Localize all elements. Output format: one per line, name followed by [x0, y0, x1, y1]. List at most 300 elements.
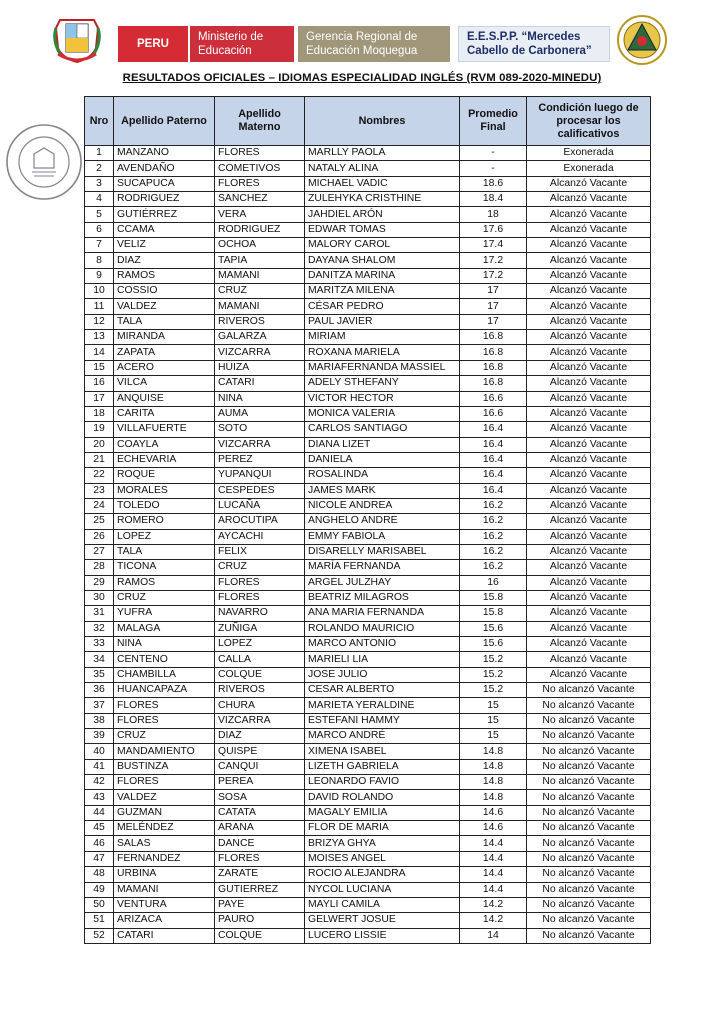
condicion-cell: Alcanzó Vacante: [527, 468, 651, 483]
row-number: 44: [85, 805, 114, 820]
apellido-materno-cell: RIVEROS: [215, 314, 305, 329]
apellido-materno-cell: GALARZA: [215, 330, 305, 345]
row-number: 30: [85, 590, 114, 605]
row-number: 37: [85, 698, 114, 713]
row-number: 49: [85, 882, 114, 897]
apellido-materno-cell: FLORES: [215, 146, 305, 161]
table-row: [85, 606, 651, 621]
promedio-final-cell: 16.4: [460, 468, 527, 483]
table-row: [85, 422, 651, 437]
peru-label: PERU: [118, 26, 188, 62]
nombres-cell: MALORY CAROL: [305, 238, 460, 253]
table-row: [85, 805, 651, 820]
apellido-materno-cell: PAURO: [215, 913, 305, 928]
condicion-cell: No alcanzó Vacante: [527, 729, 651, 744]
apellido-paterno-cell: MANDAMIENTO: [114, 744, 215, 759]
promedio-final-cell: 15: [460, 729, 527, 744]
condicion-cell: Alcanzó Vacante: [527, 452, 651, 467]
table-row: [85, 729, 651, 744]
apellido-materno-cell: FLORES: [215, 851, 305, 866]
apellido-paterno-cell: ROQUE: [114, 468, 215, 483]
table-row: [85, 483, 651, 498]
peru-coat-of-arms-icon: [52, 14, 102, 66]
ministry-label: Ministerio de Educación: [190, 26, 294, 62]
nombres-cell: ROLANDO MAURICIO: [305, 621, 460, 636]
nombres-cell: NICOLE ANDREA: [305, 498, 460, 513]
condicion-cell: No alcanzó Vacante: [527, 867, 651, 882]
condicion-cell: Alcanzó Vacante: [527, 514, 651, 529]
condicion-cell: No alcanzó Vacante: [527, 698, 651, 713]
nombres-cell: MARÍA FERNANDA: [305, 560, 460, 575]
apellido-paterno-cell: GUZMAN: [114, 805, 215, 820]
table-row: [85, 514, 651, 529]
nombres-cell: ESTEFANI HAMMY: [305, 713, 460, 728]
table-row: [85, 713, 651, 728]
promedio-final-cell: 17: [460, 284, 527, 299]
row-number: 42: [85, 775, 114, 790]
table-row: [85, 268, 651, 283]
apellido-paterno-cell: CATARI: [114, 928, 215, 943]
row-number: 12: [85, 314, 114, 329]
apellido-materno-cell: QUISPE: [215, 744, 305, 759]
promedio-final-cell: 16.4: [460, 437, 527, 452]
table-header-row: [85, 97, 651, 146]
nombres-cell: ANGHELO ANDRE: [305, 514, 460, 529]
condicion-cell: No alcanzó Vacante: [527, 821, 651, 836]
column-header-nombres: Nombres: [305, 97, 460, 146]
condicion-cell: No alcanzó Vacante: [527, 928, 651, 943]
nombres-cell: MARIAFERNANDA MASSIEL: [305, 360, 460, 375]
row-number: 10: [85, 284, 114, 299]
table-row: [85, 391, 651, 406]
condicion-cell: Alcanzó Vacante: [527, 637, 651, 652]
table-row: [85, 637, 651, 652]
row-number: 45: [85, 821, 114, 836]
condicion-cell: Alcanzó Vacante: [527, 606, 651, 621]
row-number: 36: [85, 683, 114, 698]
apellido-paterno-cell: MANZANO: [114, 146, 215, 161]
apellido-paterno-cell: VILLAFUERTE: [114, 422, 215, 437]
row-number: 41: [85, 759, 114, 774]
table-row: [85, 146, 651, 161]
nombres-cell: VICTOR HECTOR: [305, 391, 460, 406]
promedio-final-cell: 14: [460, 928, 527, 943]
table-row: [85, 284, 651, 299]
condicion-cell: No alcanzó Vacante: [527, 683, 651, 698]
apellido-paterno-cell: DIAZ: [114, 253, 215, 268]
condicion-cell: Alcanzó Vacante: [527, 238, 651, 253]
promedio-final-cell: 14.8: [460, 744, 527, 759]
school-name-label: E.E.S.P.P. “Mercedes Cabello de Carbonera”: [458, 26, 610, 62]
apellido-paterno-cell: COSSIO: [114, 284, 215, 299]
nombres-cell: DANITZA MARINA: [305, 268, 460, 283]
apellido-paterno-cell: CRUZ: [114, 590, 215, 605]
apellido-paterno-cell: SUCAPUCA: [114, 176, 215, 191]
apellido-paterno-cell: TALA: [114, 544, 215, 559]
table-row: [85, 192, 651, 207]
row-number: 32: [85, 621, 114, 636]
apellido-materno-cell: CESPEDES: [215, 483, 305, 498]
row-number: 6: [85, 222, 114, 237]
table-row: [85, 821, 651, 836]
table-row: [85, 590, 651, 605]
table-row: [85, 314, 651, 329]
apellido-materno-cell: FLORES: [215, 590, 305, 605]
promedio-final-cell: 14.4: [460, 867, 527, 882]
row-number: 3: [85, 176, 114, 191]
apellido-materno-cell: LUCAÑA: [215, 498, 305, 513]
table-row: [85, 621, 651, 636]
apellido-paterno-cell: TICONA: [114, 560, 215, 575]
row-number: 28: [85, 560, 114, 575]
promedio-final-cell: 16.4: [460, 483, 527, 498]
document-header: [0, 0, 724, 72]
row-number: 23: [85, 483, 114, 498]
table-row: [85, 222, 651, 237]
apellido-materno-cell: GUTIERREZ: [215, 882, 305, 897]
condicion-cell: Alcanzó Vacante: [527, 330, 651, 345]
nombres-cell: MARCO ANTONIO: [305, 637, 460, 652]
promedio-final-cell: 15.2: [460, 667, 527, 682]
condicion-cell: Exonerada: [527, 161, 651, 176]
table-row: [85, 299, 651, 314]
nombres-cell: DIANA LIZET: [305, 437, 460, 452]
apellido-materno-cell: DANCE: [215, 836, 305, 851]
apellido-materno-cell: CHURA: [215, 698, 305, 713]
column-header-condicion: Condición luego de procesar los calificativos: [527, 97, 651, 146]
condicion-cell: Alcanzó Vacante: [527, 498, 651, 513]
row-number: 11: [85, 299, 114, 314]
apellido-materno-cell: RIVEROS: [215, 683, 305, 698]
apellido-materno-cell: AROCUTIPA: [215, 514, 305, 529]
apellido-materno-cell: VIZCARRA: [215, 345, 305, 360]
promedio-final-cell: 15.2: [460, 652, 527, 667]
apellido-paterno-cell: ACERO: [114, 360, 215, 375]
apellido-materno-cell: CALLA: [215, 652, 305, 667]
condicion-cell: No alcanzó Vacante: [527, 882, 651, 897]
apellido-paterno-cell: HUANCAPAZA: [114, 683, 215, 698]
condicion-cell: Alcanzó Vacante: [527, 529, 651, 544]
column-header-nro: Nro: [85, 97, 114, 146]
condicion-cell: Alcanzó Vacante: [527, 560, 651, 575]
row-number: 47: [85, 851, 114, 866]
apellido-materno-cell: COMETIVOS: [215, 161, 305, 176]
row-number: 50: [85, 897, 114, 912]
promedio-final-cell: 14.8: [460, 759, 527, 774]
column-header-apellido-paterno: Apellido Paterno: [114, 97, 215, 146]
row-number: 39: [85, 729, 114, 744]
row-number: 26: [85, 529, 114, 544]
apellido-materno-cell: VIZCARRA: [215, 437, 305, 452]
condicion-cell: Alcanzó Vacante: [527, 422, 651, 437]
promedio-final-cell: 16.4: [460, 422, 527, 437]
apellido-paterno-cell: FERNANDEZ: [114, 851, 215, 866]
promedio-final-cell: 18: [460, 207, 527, 222]
condicion-cell: Alcanzó Vacante: [527, 268, 651, 283]
nombres-cell: JAHDIEL ARÓN: [305, 207, 460, 222]
table-row: [85, 207, 651, 222]
promedio-final-cell: 15: [460, 698, 527, 713]
promedio-final-cell: 16.8: [460, 345, 527, 360]
apellido-paterno-cell: RODRIGUEZ: [114, 192, 215, 207]
nombres-cell: ROCIO ALEJANDRA: [305, 867, 460, 882]
nombres-cell: MONICA VALERIA: [305, 406, 460, 421]
promedio-final-cell: 15.6: [460, 621, 527, 636]
nombres-cell: MARCO ANDRÉ: [305, 729, 460, 744]
table-row: [85, 836, 651, 851]
row-number: 9: [85, 268, 114, 283]
condicion-cell: Alcanzó Vacante: [527, 544, 651, 559]
apellido-materno-cell: FELIX: [215, 544, 305, 559]
row-number: 17: [85, 391, 114, 406]
apellido-paterno-cell: VELIZ: [114, 238, 215, 253]
row-number: 14: [85, 345, 114, 360]
nombres-cell: MICHAEL VADIC: [305, 176, 460, 191]
row-number: 46: [85, 836, 114, 851]
apellido-paterno-cell: CHAMBILLA: [114, 667, 215, 682]
apellido-materno-cell: PEREA: [215, 775, 305, 790]
nombres-cell: NATALY ALINA: [305, 161, 460, 176]
nombres-cell: DAVID ROLANDO: [305, 790, 460, 805]
promedio-final-cell: 18.4: [460, 192, 527, 207]
condicion-cell: Alcanzó Vacante: [527, 345, 651, 360]
apellido-materno-cell: AUMA: [215, 406, 305, 421]
apellido-paterno-cell: FLORES: [114, 698, 215, 713]
apellido-paterno-cell: ROMERO: [114, 514, 215, 529]
nombres-cell: EMMY FABIOLA: [305, 529, 460, 544]
apellido-materno-cell: NINA: [215, 391, 305, 406]
row-number: 4: [85, 192, 114, 207]
condicion-cell: No alcanzó Vacante: [527, 744, 651, 759]
row-number: 38: [85, 713, 114, 728]
nombres-cell: ROSALINDA: [305, 468, 460, 483]
apellido-materno-cell: TAPIA: [215, 253, 305, 268]
nombres-cell: XIMENA ISABEL: [305, 744, 460, 759]
table-row: [85, 468, 651, 483]
row-number: 25: [85, 514, 114, 529]
promedio-final-cell: 16.6: [460, 391, 527, 406]
promedio-final-cell: 17.2: [460, 268, 527, 283]
table-row: [85, 667, 651, 682]
apellido-materno-cell: CATARI: [215, 376, 305, 391]
table-row: [85, 529, 651, 544]
condicion-cell: Alcanzó Vacante: [527, 406, 651, 421]
nombres-cell: PAUL JAVIER: [305, 314, 460, 329]
promedio-final-cell: 17.2: [460, 253, 527, 268]
table-row: [85, 161, 651, 176]
row-number: 22: [85, 468, 114, 483]
apellido-paterno-cell: CRUZ: [114, 729, 215, 744]
table-row: [85, 913, 651, 928]
nombres-cell: NYCOL LUCIANA: [305, 882, 460, 897]
row-number: 43: [85, 790, 114, 805]
apellido-paterno-cell: VENTURA: [114, 897, 215, 912]
table-row: [85, 575, 651, 590]
condicion-cell: No alcanzó Vacante: [527, 913, 651, 928]
table-row: [85, 452, 651, 467]
condicion-cell: Alcanzó Vacante: [527, 376, 651, 391]
nombres-cell: MARIELI LIA: [305, 652, 460, 667]
apellido-materno-cell: SOTO: [215, 422, 305, 437]
condicion-cell: Alcanzó Vacante: [527, 299, 651, 314]
table-row: [85, 683, 651, 698]
table-row: [85, 406, 651, 421]
nombres-cell: CARLOS SANTIAGO: [305, 422, 460, 437]
nombres-cell: ARGEL JULZHAY: [305, 575, 460, 590]
table-row: [85, 882, 651, 897]
condicion-cell: No alcanzó Vacante: [527, 805, 651, 820]
promedio-final-cell: 15.8: [460, 606, 527, 621]
promedio-final-cell: 17.6: [460, 222, 527, 237]
row-number: 8: [85, 253, 114, 268]
table-row: [85, 376, 651, 391]
apellido-paterno-cell: MALAGA: [114, 621, 215, 636]
promedio-final-cell: -: [460, 161, 527, 176]
condicion-cell: Alcanzó Vacante: [527, 192, 651, 207]
condicion-cell: Alcanzó Vacante: [527, 391, 651, 406]
promedio-final-cell: 14.8: [460, 790, 527, 805]
condicion-cell: Alcanzó Vacante: [527, 207, 651, 222]
apellido-paterno-cell: CARITA: [114, 406, 215, 421]
nombres-cell: CESAR ALBERTO: [305, 683, 460, 698]
condicion-cell: Alcanzó Vacante: [527, 621, 651, 636]
promedio-final-cell: 16.8: [460, 330, 527, 345]
apellido-materno-cell: LOPEZ: [215, 637, 305, 652]
apellido-paterno-cell: ARIZACA: [114, 913, 215, 928]
promedio-final-cell: 15.2: [460, 683, 527, 698]
row-number: 33: [85, 637, 114, 652]
row-number: 52: [85, 928, 114, 943]
apellido-materno-cell: FLORES: [215, 575, 305, 590]
apellido-paterno-cell: SALAS: [114, 836, 215, 851]
nombres-cell: DANIELA: [305, 452, 460, 467]
promedio-final-cell: 18.6: [460, 176, 527, 191]
apellido-paterno-cell: ECHEVARIA: [114, 452, 215, 467]
apellido-materno-cell: PAYE: [215, 897, 305, 912]
apellido-materno-cell: ZARATE: [215, 867, 305, 882]
row-number: 13: [85, 330, 114, 345]
promedio-final-cell: 15: [460, 713, 527, 728]
table-row: [85, 330, 651, 345]
nombres-cell: LIZETH GABRIELA: [305, 759, 460, 774]
apellido-paterno-cell: URBINA: [114, 867, 215, 882]
apellido-materno-cell: ZUÑIGA: [215, 621, 305, 636]
column-header-promedio-final: Promedio Final: [460, 97, 527, 146]
apellido-paterno-cell: TALA: [114, 314, 215, 329]
apellido-paterno-cell: ZAPATA: [114, 345, 215, 360]
nombres-cell: ROXANA MARIELA: [305, 345, 460, 360]
row-number: 24: [85, 498, 114, 513]
nombres-cell: DISARELLY MARISABEL: [305, 544, 460, 559]
apellido-paterno-cell: RAMOS: [114, 268, 215, 283]
table-row: [85, 176, 651, 191]
apellido-paterno-cell: VILCA: [114, 376, 215, 391]
promedio-final-cell: 16.6: [460, 406, 527, 421]
condicion-cell: Alcanzó Vacante: [527, 575, 651, 590]
condicion-cell: No alcanzó Vacante: [527, 851, 651, 866]
apellido-materno-cell: COLQUE: [215, 928, 305, 943]
promedio-final-cell: 16.2: [460, 529, 527, 544]
promedio-final-cell: 14.6: [460, 821, 527, 836]
row-number: 1: [85, 146, 114, 161]
promedio-final-cell: 16.2: [460, 514, 527, 529]
apellido-paterno-cell: CCAMA: [114, 222, 215, 237]
promedio-final-cell: 14.2: [460, 913, 527, 928]
apellido-materno-cell: OCHOA: [215, 238, 305, 253]
school-seal-stamp: [4, 122, 84, 202]
apellido-materno-cell: COLQUE: [215, 667, 305, 682]
apellido-materno-cell: CATATA: [215, 805, 305, 820]
apellido-paterno-cell: FLORES: [114, 713, 215, 728]
nombres-cell: MIRIAM: [305, 330, 460, 345]
condicion-cell: Alcanzó Vacante: [527, 284, 651, 299]
apellido-paterno-cell: YUFRA: [114, 606, 215, 621]
nombres-cell: MOISES ANGEL: [305, 851, 460, 866]
document-title: RESULTADOS OFICIALES – IDIOMAS ESPECIALIDAD INGLÉS (RVM 089-2020-MINEDU): [122, 72, 602, 84]
nombres-cell: MAYLI CAMILA: [305, 897, 460, 912]
condicion-cell: Alcanzó Vacante: [527, 176, 651, 191]
promedio-final-cell: 16.8: [460, 376, 527, 391]
row-number: 18: [85, 406, 114, 421]
row-number: 27: [85, 544, 114, 559]
condicion-cell: Alcanzó Vacante: [527, 253, 651, 268]
apellido-paterno-cell: RAMOS: [114, 575, 215, 590]
apellido-paterno-cell: VALDEZ: [114, 790, 215, 805]
promedio-final-cell: 15.8: [460, 590, 527, 605]
apellido-materno-cell: HUIZA: [215, 360, 305, 375]
nombres-cell: GELWERT JOSUE: [305, 913, 460, 928]
table-row: [85, 897, 651, 912]
row-number: 35: [85, 667, 114, 682]
apellido-paterno-cell: LOPEZ: [114, 529, 215, 544]
apellido-materno-cell: VIZCARRA: [215, 713, 305, 728]
row-number: 34: [85, 652, 114, 667]
promedio-final-cell: 14.4: [460, 882, 527, 897]
table-row: [85, 544, 651, 559]
promedio-final-cell: 16.2: [460, 498, 527, 513]
table-row: [85, 851, 651, 866]
apellido-paterno-cell: AVENDAÑO: [114, 161, 215, 176]
results-table: [84, 96, 651, 944]
apellido-paterno-cell: MIRANDA: [114, 330, 215, 345]
table-row: [85, 253, 651, 268]
table-row: [85, 437, 651, 452]
promedio-final-cell: 17.4: [460, 238, 527, 253]
apellido-materno-cell: AYCACHI: [215, 529, 305, 544]
table-row: [85, 759, 651, 774]
promedio-final-cell: 16.2: [460, 544, 527, 559]
column-header-apellido-materno: Apellido Materno: [215, 97, 305, 146]
table-row: [85, 238, 651, 253]
promedio-final-cell: 16.8: [460, 360, 527, 375]
nombres-cell: JAMES MARK: [305, 483, 460, 498]
condicion-cell: No alcanzó Vacante: [527, 790, 651, 805]
promedio-final-cell: 14.2: [460, 897, 527, 912]
table-row: [85, 928, 651, 943]
table-row: [85, 652, 651, 667]
condicion-cell: No alcanzó Vacante: [527, 836, 651, 851]
regional-management-label: Gerencia Regional de Educación Moquegua: [298, 26, 450, 62]
apellido-materno-cell: PEREZ: [215, 452, 305, 467]
promedio-final-cell: 14.4: [460, 851, 527, 866]
nombres-cell: BEATRIZ MILAGROS: [305, 590, 460, 605]
promedio-final-cell: 17: [460, 314, 527, 329]
apellido-materno-cell: CRUZ: [215, 284, 305, 299]
row-number: 40: [85, 744, 114, 759]
table-row: [85, 560, 651, 575]
apellido-materno-cell: YUPANQUI: [215, 468, 305, 483]
apellido-materno-cell: CRUZ: [215, 560, 305, 575]
